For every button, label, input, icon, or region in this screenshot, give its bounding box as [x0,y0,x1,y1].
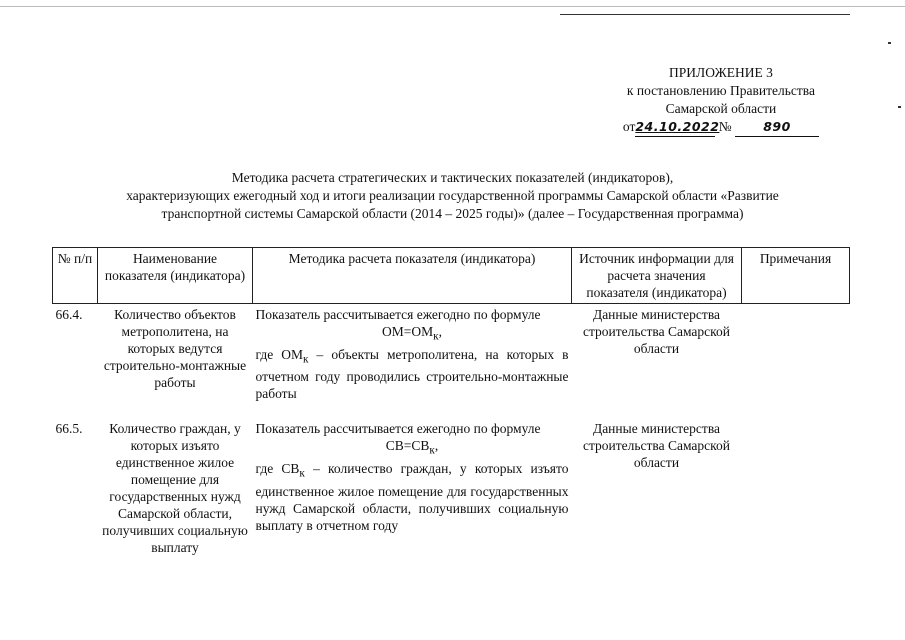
method-where-sub: к [299,467,305,480]
row-number: 66.5. [55,421,83,437]
method-where-sub: к [303,353,309,366]
header-method: Методика расчета показателя (индикатора) [253,248,572,304]
handwritten-date: 24.10.2022 [635,118,715,137]
row-spacer [53,404,850,418]
formula-tail: , [438,324,442,339]
table-header-row [53,248,850,304]
row-method [253,418,572,558]
number-field [735,118,819,137]
method-desc: – количество граждан, у которых изъято единственное жилое помещение для государственных нужд Самарской области, получивших социальную выплату в отчетном году [255,461,569,533]
indicators-table [52,247,850,558]
row-name: Количество граждан, у которых изъято единственное жилое помещение для государственных нужд Самарской области, получивших социальную выплату [102,421,248,556]
scan-edge-line [560,14,850,15]
formula-sub: к [429,445,435,458]
formula-lhs: ОМ=ОМ [382,324,434,339]
row-notes [742,418,850,558]
method-description [256,460,569,534]
row-number: 66.4. [55,307,83,322]
header-notes: Примечания [742,248,850,304]
number-prefix: № [718,119,732,134]
scan-edge-line [0,6,905,7]
formula [256,323,569,346]
header-name: Наименование показателя (индикатора) [98,248,253,304]
formula [256,437,569,460]
method-where: где ОМ [255,346,304,362]
row-source: Данные министерства строительства Самарской области [582,421,731,471]
row-method [253,304,572,405]
date-prefix: от [622,119,636,134]
method-desc: – объекты метрополитена, на которых в отчетном году проводились строительно-монтажные работы [255,346,569,402]
table-row [53,418,850,558]
appendix-date-line [623,118,819,137]
row-notes [742,304,850,405]
appendix-line2: Самарской области [665,101,777,116]
row-source: Данные министерства строительства Самарской области [582,307,731,356]
title-line1: Методика расчета стратегических и тактических показателей (индикаторов), [231,170,674,185]
formula-lhs: СВ=СВ [385,438,430,454]
formula-tail: , [434,438,439,454]
appendix-block [623,64,819,137]
scan-speck [888,42,891,44]
method-description [256,346,569,403]
formula-sub: к [433,330,439,343]
method-intro: Показатель рассчитывается ежегодно по формуле [255,421,541,437]
table-row [53,304,850,405]
header-source: Источник информации для расчета значения показателя (индикатора) [572,248,742,304]
document-title [40,169,865,223]
row-name: Количество объектов метрополитена, на которых ведутся строительно-монтажные работы [103,307,247,390]
scan-speck [898,106,901,108]
title-line3: транспортной системы Самарской области (2014 – 2025 годы)» (далее – Государственная программа) [161,206,744,221]
appendix-line1: к постановлению Правительства [626,83,815,98]
handwritten-number: 890 [763,119,791,134]
title-line2: характеризующих ежегодный ход и итоги реализации государственной программы Самарской области «Развитие [126,188,779,203]
header-number: № п/п [53,248,98,304]
appendix-title: ПРИЛОЖЕНИЕ 3 [669,65,773,80]
method-where: где СВ [255,461,300,477]
method-intro: Показатель рассчитывается ежегодно по формуле [255,307,541,322]
